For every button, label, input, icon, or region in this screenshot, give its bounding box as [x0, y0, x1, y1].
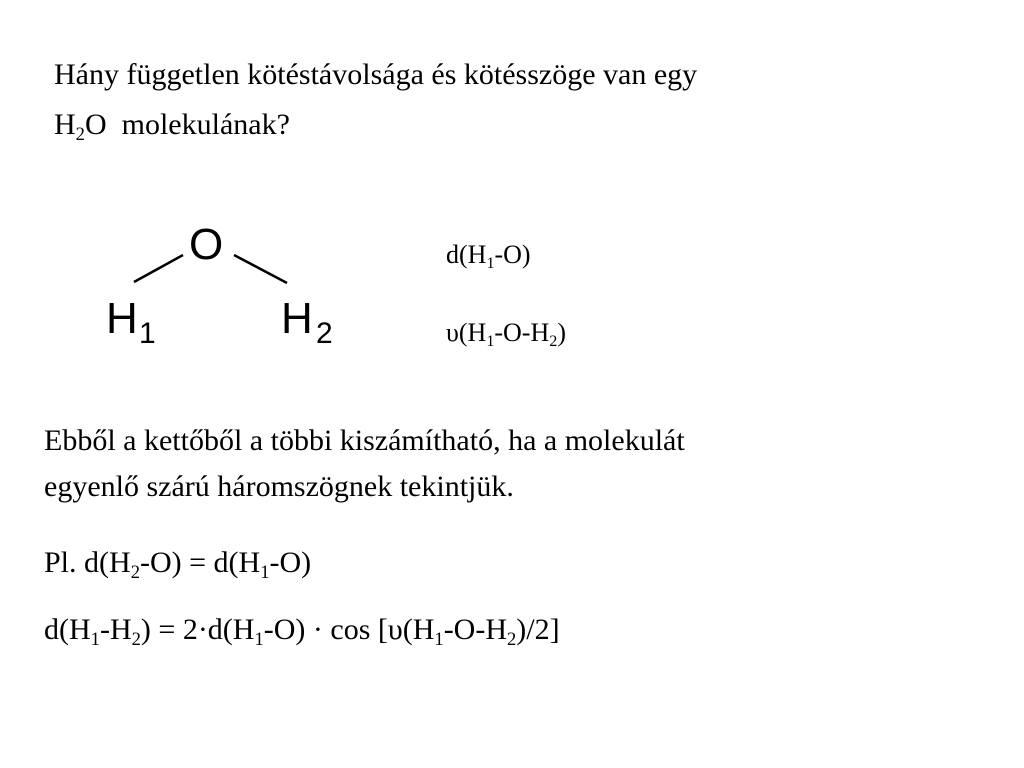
formula1-part-c: -O) [269, 546, 312, 579]
question-line-2 [54, 100, 954, 150]
formula2-subscript-b: 2 [131, 628, 141, 650]
question-h-subscript: 2 [75, 123, 85, 145]
question-text [54, 50, 954, 150]
hh-distance-formula [44, 612, 560, 648]
formula2-subscript-d: 1 [434, 628, 444, 650]
bond-suffix: -O) [494, 240, 531, 269]
explanation-text [44, 418, 1004, 510]
angle-suffix: ) [557, 318, 566, 347]
formula2-part-b: -H [99, 613, 132, 646]
h2-atom-symbol: H [281, 294, 313, 343]
formula1-subscript-a: 2 [130, 561, 140, 583]
formula2-part-a: d(H [44, 613, 91, 646]
bond-angle-parameter [446, 318, 566, 348]
formula2-part-c: ) = 2·d(H [140, 613, 255, 646]
formula1-part-b: -O) = d(H [139, 546, 261, 579]
angle-subscript-2: 2 [549, 332, 558, 350]
question-h: H [54, 108, 76, 141]
explanation-line-1: Ebből a kettőből a többi kiszámítható, ha a molekulát [44, 424, 685, 457]
angle-subscript-1: 1 [486, 332, 495, 350]
formula2-subscript-a: 1 [90, 628, 100, 650]
bond-h1-o [134, 255, 183, 282]
question-line-1: Hány független kötéstávolsága és kötésszöge van egy [54, 58, 698, 91]
bond-distance-parameter [446, 240, 531, 270]
h1-atom-symbol: H [106, 294, 138, 343]
formula2-part-d: -O) · cos [υ(H [263, 613, 435, 646]
angle-prefix: υ(H [446, 318, 487, 347]
h1-atom-index: 1 [139, 317, 156, 350]
formula2-part-f: )/2] [516, 613, 560, 646]
formula2-part-e: -O-H [443, 613, 507, 646]
question-rest: O molekulának? [84, 108, 290, 141]
formula2-subscript-c: 1 [254, 628, 264, 650]
distance-equality-formula [44, 545, 311, 581]
formula1-part-a: Pl. d(H [44, 546, 131, 579]
h2-atom-index: 2 [316, 317, 333, 350]
bond-subscript: 1 [486, 254, 495, 272]
explanation-line-2: egyenlő szárú háromszögnek tekintjük. [44, 470, 514, 503]
formula1-subscript-b: 1 [260, 561, 270, 583]
bond-prefix: d(H [446, 240, 487, 269]
formula2-subscript-e: 2 [507, 628, 517, 650]
bond-o-h2 [234, 255, 287, 283]
angle-mid: -O-H [494, 318, 550, 347]
oxygen-atom-label: O [189, 220, 224, 269]
